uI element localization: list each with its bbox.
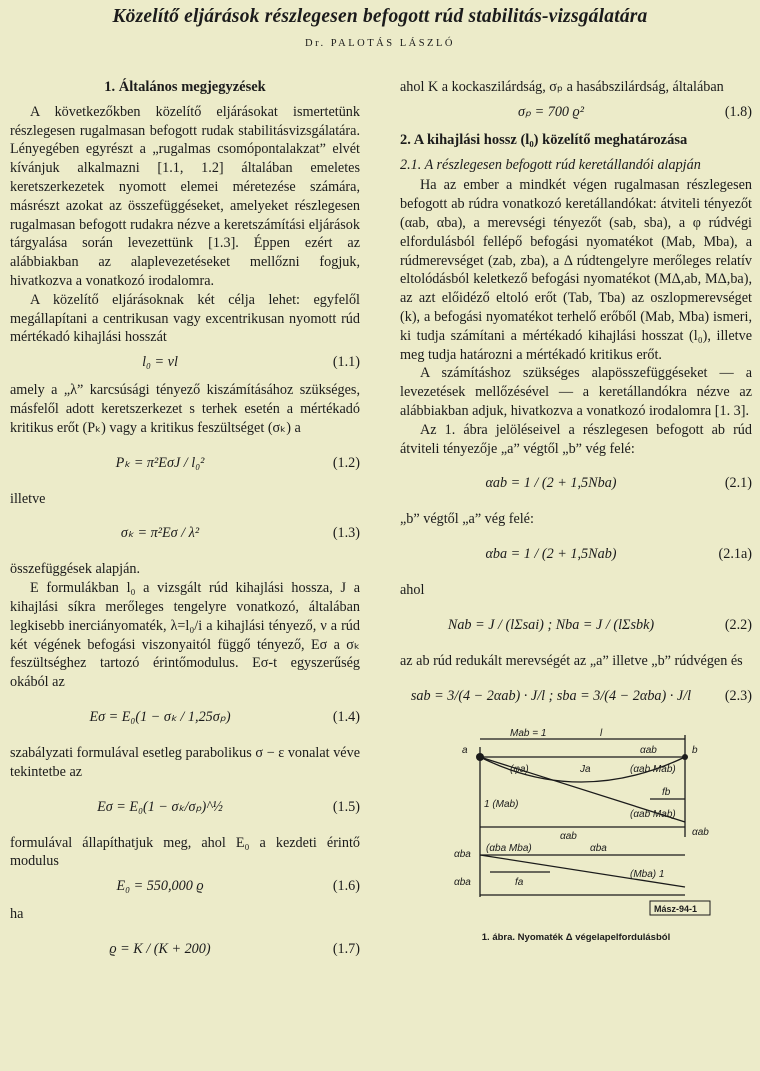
equation-number: (1.4)	[332, 708, 360, 725]
equation-number: (2.1a)	[718, 546, 752, 563]
paragraph: amely a „λ” karcsúsági tényező kiszámításához szükséges, másfelől adott keretszerkezet s terhek esetén a mértékadó kritikus erőt (Pₖ) vagy a kritikus feszültséget (σₖ) a	[10, 382, 360, 436]
equation-1-6	[10, 877, 360, 899]
support-b	[682, 754, 688, 760]
equation-2-3	[400, 677, 752, 717]
figure-1	[400, 727, 752, 948]
paragraph: A számításhoz szükséges alapösszefüggéseket — a levezetések mellőzésével — a keretállandókra nézve az alábbiakban adjuk, hivatkozva a vonatkozó irodalomra [1. 3].	[400, 365, 752, 419]
equation-formula: l₀ = νl	[142, 354, 178, 371]
label-alpha-mab-2: (αab Mab)	[630, 808, 676, 820]
equation-number: (1.1)	[332, 354, 360, 371]
equation-formula: E₀ = 550,000 ϱ	[116, 878, 204, 895]
equation-2-1a	[400, 535, 752, 575]
left-column	[10, 78, 360, 976]
equation-formula: Eσ = E₀(1 − σₖ / 1,25σₚ)	[89, 708, 231, 725]
equation-number: (1.2)	[332, 454, 360, 471]
label-alpha-mab: (αab Mab)	[630, 763, 676, 775]
equation-1-7	[10, 930, 360, 970]
equation-1-2	[10, 444, 360, 484]
equation-formula: αab = 1 / (2 + 1,5Nba)	[485, 475, 617, 492]
equation-1-4	[10, 698, 360, 738]
label-a: a	[462, 744, 468, 756]
equation-formula: Eσ = E₀(1 − σₖ/σₚ)^½	[97, 798, 223, 815]
right-column	[400, 78, 752, 948]
paragraph: A következőkben közelítő eljárásokat ismertetünk részlegesen rugalmasan befogott rudak stabilitásvizsgálatára. Lényegében egyrészt a „rugalmas csomópontalakzat” elvét kívánjuk alkalmazni [1.1, 1.2] általában emeletes keretszerkezetek nyomott elemei méretezése számára, másrészt azokat az összefüggéseket, amelyeket részlegesen rugalmasan befogott rudakra nézve a keretszámítási eljárások tárgyalása során levezettünk [1.3]. Éppen ezért az alábbiakban az alaplevezetéseket mellőzni fogjuk, hivatkozva a vonatkozó irodalomra.	[10, 103, 360, 289]
paragraph: ha	[10, 906, 24, 923]
equation-1-1	[10, 353, 360, 375]
label-alpha-ba-mba: (αba Mba)	[486, 842, 532, 854]
equation-formula: sab = 3/(4 − 2αab) · J/l ; sba = 3/(4 − 2αba) · J/l	[410, 687, 692, 704]
paragraph: Ha az ember a mindkét végen rugalmasan részlegesen befogott ab rúdra vonatkozó keretállandókat: átviteli tényezőt (αab, αba), a merevségi tényezőt (sab, sba), a φ rúdvégi elfordulásból fellépő befogási nyomatékot (Mab, Mba), a rúdmerevséget (zab, zba), a Δ rúdtengelyre merőleges relatív eltolódásból keletkező befogási nyomatékot (MΔ,ab, MΔ,ba), az azt előidéző eltoló erőt (Tab, Tba) az oszlopmerevséget (k), a befogási nyomatékot terhelő erőből (Mab, Mba) ismeri, ki tudja számítani a mértékadó kihajlási hosszat (l₀), illetve meg tudja határozni a mértékadó kritikus erőt.	[400, 177, 752, 363]
equation-formula: Nab = J / (lΣsai) ; Nba = J / (lΣsbk)	[447, 616, 655, 633]
equation-number: (1.3)	[332, 525, 360, 542]
equation-1-5	[10, 788, 360, 828]
paragraph: A közelítő eljárásoknak két célja lehet: egyfelől megállapítani a centrikusan vagy excentrikusan nyomott rúd mértékadó kihajlási hosszát	[10, 291, 360, 346]
section-heading-2: 2. A kihajlási hossz (l₀) közelítő meghatározása	[400, 131, 688, 148]
support-a	[476, 753, 484, 761]
paragraph: „b” végtől „a” vég felé:	[400, 511, 534, 528]
label-alpha-ba-3: αba	[454, 876, 471, 888]
label-alpha-ba-2: αba	[590, 842, 607, 854]
paragraph: ahol	[400, 582, 425, 599]
equation-1-8	[400, 103, 752, 125]
label-one-mab: 1 (Mab)	[484, 798, 519, 810]
label-fb: fb	[662, 786, 671, 798]
paper-author: Dr. PALOTÁS LÁSZLÓ	[305, 38, 455, 49]
label-alpha-ab: αab	[640, 744, 657, 756]
paragraph: ahol K a kockaszilárdság, σₚ a hasábszilárdság, általában	[400, 79, 724, 95]
figure-caption: 1. ábra. Nyomaték Δ végelapelfordulásból	[481, 931, 671, 943]
label-alpha-ab-2: αab	[560, 830, 577, 842]
subsection-heading: 2.1. A részlegesen befogott rúd keretállandói alapján	[400, 156, 701, 173]
label-b: b	[692, 744, 698, 756]
paragraph: szabályzati formulával esetleg parabolikus σ − ε vonalat véve tekintetbe az	[10, 744, 360, 780]
equation-formula: ϱ = K / (K + 200)	[109, 940, 211, 957]
paragraph: illetve	[10, 490, 46, 507]
label-mab: Mab = 1	[510, 727, 547, 739]
equation-formula: αba = 1 / (2 + 1,5Nab)	[485, 546, 617, 563]
equation-2-1	[400, 464, 752, 504]
equation-2-2	[400, 606, 752, 646]
equation-formula: σₖ = π²Eσ / λ²	[120, 525, 200, 542]
equation-number: (2.3)	[724, 687, 752, 704]
section-heading-1: 1. Általános megjegyzések	[104, 79, 266, 95]
equation-number: (1.8)	[724, 103, 752, 120]
label-ja: Ja	[580, 763, 591, 775]
paper-title: Közelítő eljárások részlegesen befogott rúd stabilitás-vizsgálatára	[112, 6, 648, 27]
paragraph: formulával állapíthatjuk meg, ahol E₀ a kezdeti érintő modulus	[10, 834, 360, 870]
equation-formula: σₚ = 700 ϱ²	[517, 103, 585, 120]
paragraph: az ab rúd redukált merevségét az „a” illetve „b” rúdvégen és	[400, 652, 743, 669]
label-alpha-ab-3: αab	[692, 826, 709, 838]
label-alpha-ba: αba	[454, 848, 471, 860]
equation-formula: Pₖ = π²EσJ / l₀²	[115, 454, 205, 471]
moment-diagram	[440, 727, 740, 927]
equation-number: (2.2)	[724, 616, 752, 633]
stamp-text: Mász-94-1	[654, 903, 698, 914]
label-phi-a: (φa)	[510, 763, 529, 775]
equation-number: (1.6)	[332, 878, 360, 895]
paragraph: Az 1. ábra jelöléseivel a részlegesen befogott ab rúd átviteli tényezője „a” végtől „b” vég felé:	[400, 421, 752, 457]
equation-number: (2.1)	[724, 475, 752, 492]
label-mba-one: (Mba) 1	[630, 868, 665, 880]
paragraph: összefüggések alapján.	[10, 561, 141, 578]
equation-number: (1.5)	[332, 798, 360, 815]
label-l: l	[600, 727, 603, 739]
equation-1-3	[10, 514, 360, 554]
paragraph: E formulákban l₀ a vizsgált rúd kihajlási hossza, J a kihajlási síkra merőleges tengelyre vonatkozó, általában legkisebb inerciányomaték, λ=l₀/i a kihajlási tényező, ν a rúd két végének befogási viszonyaitól függő tényező, Eσ a σₖ feszültséghez tartozó érintőmodulus. Eσ-t egyszerűség okából az	[10, 580, 360, 691]
label-fa: fa	[515, 876, 524, 888]
equation-number: (1.7)	[332, 940, 360, 957]
